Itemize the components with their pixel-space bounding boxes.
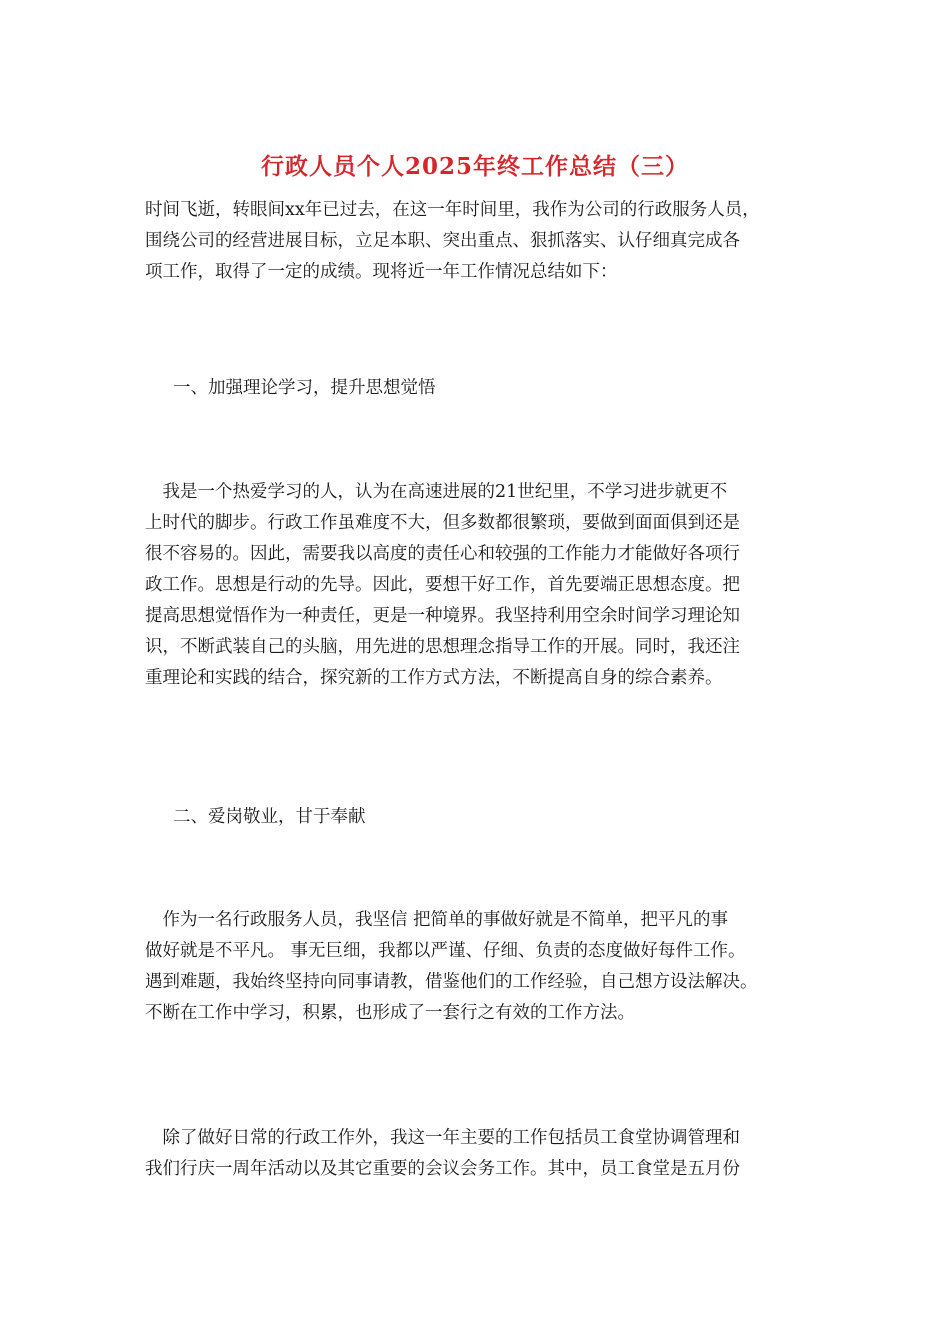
paragraph-line: 围绕公司的经营进展目标，立足本职、突出重点、狠抓落实、认仔细真完成各 xyxy=(145,231,740,251)
document-title: 行政人员个人2025年终工作总结（三） xyxy=(260,153,689,180)
paragraph-line: 政工作。思想是行动的先导。因此，要想干好工作，首先要端正思想态度。把 xyxy=(145,575,740,595)
paragraph-line: 上时代的脚步。行政工作虽难度不大，但多数都很繁琐，要做到面面俱到还是 xyxy=(145,513,740,533)
paragraph-line: 很不容易的。因此，需要我以高度的责任心和较强的工作能力才能做好各项行 xyxy=(145,544,740,564)
paragraph-line: 作为一名行政服务人员，我坚信 把简单的事做好就是不简单，把平凡的事 xyxy=(145,910,729,930)
paragraph-line: 时间飞逝，转眼间xx年已过去，在这一年时间里，我作为公司的行政服务人员， xyxy=(145,200,760,220)
paragraph-line: 提高思想觉悟作为一种责任，更是一种境界。我坚持利用空余时间学习理论知 xyxy=(145,606,740,626)
paragraph-line: 我是一个热爱学习的人，认为在高速进展的21世纪里，不学习进步就更不 xyxy=(145,482,728,502)
paragraph-line: 做好就是不平凡。 事无巨细，我都以严谨、仔细、负责的态度做好每件工作。 xyxy=(145,941,746,961)
paragraph-line: 识，不断武装自己的头脑，用先进的思想理念指导工作的开展。同时，我还注 xyxy=(145,637,740,657)
section-3-paragraph xyxy=(145,1123,810,1185)
paragraph-line: 我们行庆一周年活动以及其它重要的会议会务工作。其中，员工食堂是五月份 xyxy=(145,1159,740,1179)
paragraph-line: 项工作，取得了一定的成绩。现将近一年工作情况总结如下： xyxy=(145,262,618,282)
section-heading-1: 一、加强理论学习，提升思想觉悟 xyxy=(173,378,436,398)
section-1-paragraph xyxy=(145,477,810,694)
intro-paragraph xyxy=(145,195,810,288)
paragraph-line: 重理论和实践的结合，探究新的工作方式方法，不断提高自身的综合素养。 xyxy=(145,668,723,688)
section-2-paragraph xyxy=(145,905,810,1029)
paragraph-line: 除了做好日常的行政工作外，我这一年主要的工作包括员工食堂协调管理和 xyxy=(145,1128,740,1148)
paragraph-line: 遇到难题，我始终坚持向同事请教，借鉴他们的工作经验，自己想方设法解决。 xyxy=(145,972,758,992)
section-heading-2: 二、爱岗敬业，甘于奉献 xyxy=(173,807,366,827)
paragraph-line: 不断在工作中学习，积累，也形成了一套行之有效的工作方法。 xyxy=(145,1003,635,1023)
